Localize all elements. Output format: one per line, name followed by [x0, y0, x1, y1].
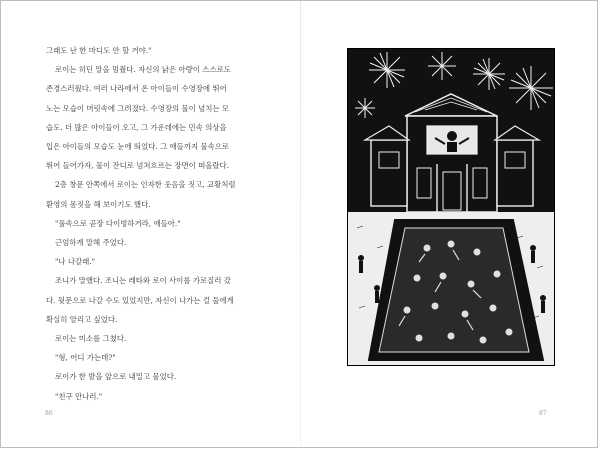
- paragraph-line: 로이는 미소를 그쳤다.: [55, 334, 127, 344]
- paragraph-line: 노는 모습이 머릿속에 그려졌다. 수영장의 물이 넘치는 모: [46, 103, 230, 113]
- page-number-right: 87: [539, 410, 547, 417]
- paragraph-line: "나 나갈래.": [55, 257, 96, 267]
- paragraph-line: "친구 만나러.": [55, 391, 103, 401]
- paragraph-line: "형, 어디 가는데?": [55, 353, 116, 363]
- paragraph-line: 습도. 더 많은 아이들이 오고, 그 가운데에는 민속 의상을: [46, 122, 227, 132]
- paragraph-line: 로이가 한 발을 앞으로 내밀고 물었다.: [55, 372, 177, 382]
- paragraph-line: 2층 창문 안쪽에서 로이는 인자한 웃음을 짓고, 교황처럼: [55, 180, 236, 190]
- paragraph-line: 그래도 난 한 마디도 안 할 거야.": [46, 46, 152, 55]
- paragraph-line: 확실히 알리고 싶었다.: [46, 314, 118, 324]
- paragraph-line: 조니가 말했다. 조니는 레타와 로이 사이를 가로질러 갔: [55, 276, 231, 286]
- paragraph-line: "풀속으로 곧장 다이빙하거라, 애들아.": [55, 218, 181, 228]
- left-page-text: [46, 41, 274, 406]
- paragraph-line: 다. 뒷문으로 나갈 수도 있었지만, 자신이 나가는 걸 둘에게: [46, 295, 234, 305]
- paragraph-line: 존경스러웠다. 여러 나라에서 온 아이들이 수영장에 뛰어: [46, 84, 227, 94]
- paragraph-line: 뛰어 들어가자, 물이 잔디로 넘쳐흐르는 장면이 떠올랐다.: [46, 161, 230, 171]
- page-number-left: 86: [45, 410, 53, 417]
- paragraph-line: 로이는 히딘 말을 멈췄다. 자신의 낡은 아량이 스스로도: [55, 65, 231, 75]
- gutter: [300, 1, 301, 447]
- paragraph-line: 환영의 몸짓을 해 보이기도 했다.: [46, 199, 151, 209]
- woodcut-illustration: [347, 48, 555, 366]
- paragraph-line: 근엄하게 말해 주었다.: [55, 238, 127, 248]
- paragraph-line: 입은 아이들의 모습도 눈에 띄었다. 그 애들까지 물속으로: [46, 142, 230, 152]
